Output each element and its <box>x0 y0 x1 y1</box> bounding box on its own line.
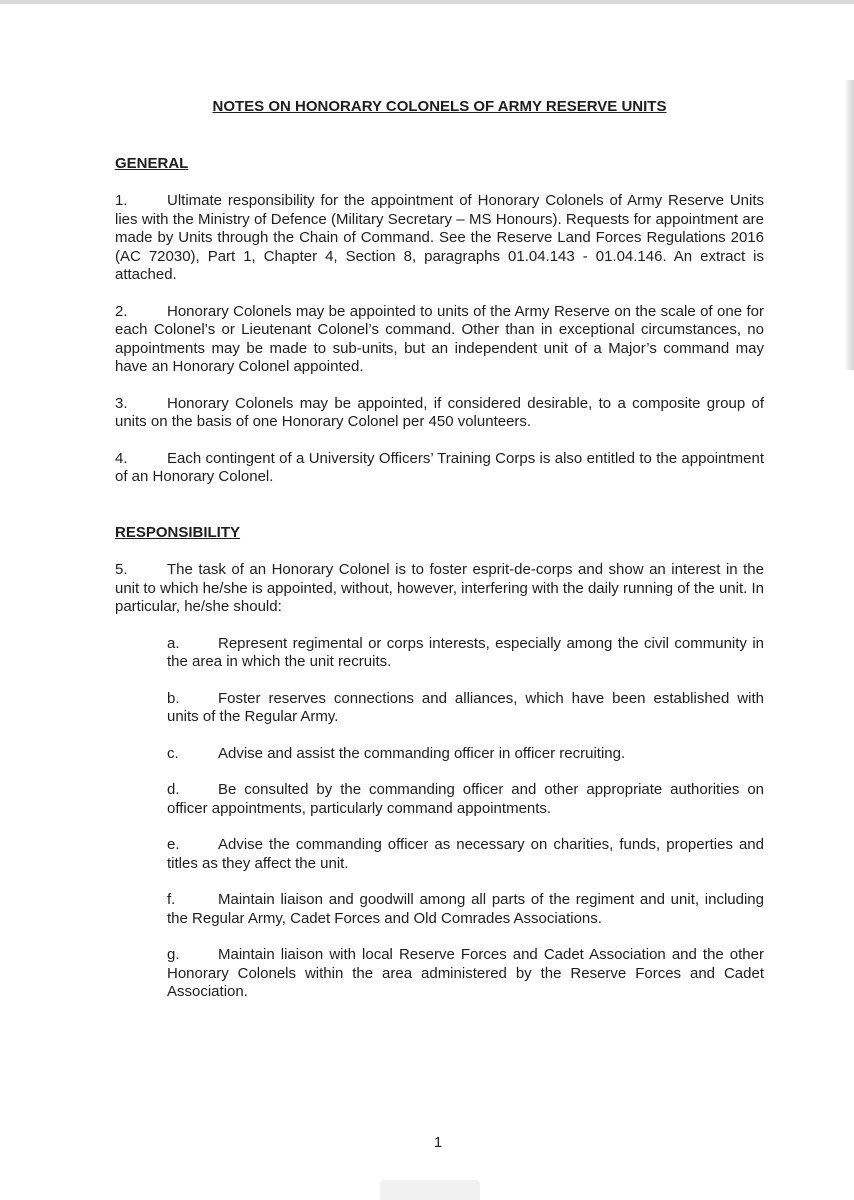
paragraph-number: 1. <box>115 192 128 209</box>
page-number: 1 <box>433 1134 443 1151</box>
paragraph-number: 3. <box>115 394 128 412</box>
subparagraph-e <box>167 836 764 873</box>
subparagraph-letter: b. <box>167 689 180 707</box>
paragraph-text: The task of an Honorary Colonel is to foster esprit-de-corps and show an interest in the unit to which he/she is appointed, without, however, interfering with the daily running of the unit. In particular, he/she should: <box>115 561 764 615</box>
paragraph-text: Ultimate responsibility for the appointment of Honorary Colonels of Army Reserve Units lies with the Ministry of Defence (Military Secretary – MS Honours). Requests for appointment are made by Units through the Chain of Command. See the Reserve Land Forces Regulations 2016 (AC 72030), Part 1, Chapter 4, Section 8, paragraphs 01.04.143 - 01.04.146. An extract is attached. <box>115 192 764 283</box>
subparagraph-text: Advise and assist the commanding officer in officer recruiting. <box>218 744 626 762</box>
paragraph-2 <box>115 303 764 377</box>
subparagraph-text: Maintain liaison and goodwill among all parts of the regiment and unit, including the Regular Army, Cadet Forces and Old Comrades Associations. <box>167 891 764 927</box>
subparagraph-letter: f. <box>167 891 176 908</box>
subparagraph-letter: g. <box>167 946 180 963</box>
paragraph-number: 2. <box>115 302 128 320</box>
subparagraph-letter: a. <box>167 634 180 652</box>
scan-edge-top <box>0 0 854 4</box>
subparagraph-c <box>167 745 764 764</box>
subparagraph-text: Be consulted by the commanding officer and other appropriate authorities on officer appointments, particularly command appointments. <box>167 781 764 817</box>
subparagraph-f <box>167 891 764 928</box>
subparagraph-a <box>167 635 764 672</box>
paragraph-text: Honorary Colonels may be appointed, if considered desirable, to a composite group of units on the basis of one Honorary Colonel per 450 volunteers. <box>115 394 764 430</box>
section-heading-responsibility: RESPONSIBILITY <box>115 523 241 541</box>
subparagraph-text: Maintain liaison with local Reserve Forces and Cadet Association and the other Honorary Colonels within the area administered by the Reserve Forces and Cadet Association. <box>167 946 764 1000</box>
subparagraph-g <box>167 946 764 1002</box>
subparagraph-letter: e. <box>167 836 180 853</box>
paragraph-1 <box>115 192 764 285</box>
subparagraph-text: Foster reserves connections and alliances, which have been established with units of the Regular Army. <box>167 689 764 725</box>
document-page <box>115 98 764 1020</box>
subparagraph-d <box>167 781 764 818</box>
subparagraph-letter: d. <box>167 781 180 798</box>
subparagraph-b <box>167 690 764 727</box>
subparagraph-letter: c. <box>167 744 179 762</box>
paragraph-number: 5. <box>115 561 128 578</box>
subparagraph-text: Represent regimental or corps interests, especially among the civil community in the area in which the unit recruits. <box>167 634 764 670</box>
page-indicator-overlay <box>380 1180 480 1200</box>
paragraph-text: Each contingent of a University Officers’ Training Corps is also entitled to the appointment of an Honorary Colonel. <box>115 449 764 485</box>
paragraph-number: 4. <box>115 449 128 467</box>
scan-edge-right <box>844 80 854 370</box>
paragraph-3 <box>115 395 764 432</box>
paragraph-5 <box>115 561 764 617</box>
subparagraph-text: Advise the commanding officer as necessary on charities, funds, properties and titles as they affect the unit. <box>167 836 764 872</box>
document-title: NOTES ON HONORARY COLONELS OF ARMY RESERVE UNITS <box>212 98 667 115</box>
section-heading-general: GENERAL <box>115 154 189 172</box>
paragraph-text: Honorary Colonels may be appointed to units of the Army Reserve on the scale of one for each Colonel’s or Lieutenant Colonel’s command. Other than in exceptional circumstances, no appointments may be made to sub-units, but an independent unit of a Major’s command may have an Honorary Colonel appointed. <box>115 302 764 375</box>
paragraph-4 <box>115 450 764 487</box>
